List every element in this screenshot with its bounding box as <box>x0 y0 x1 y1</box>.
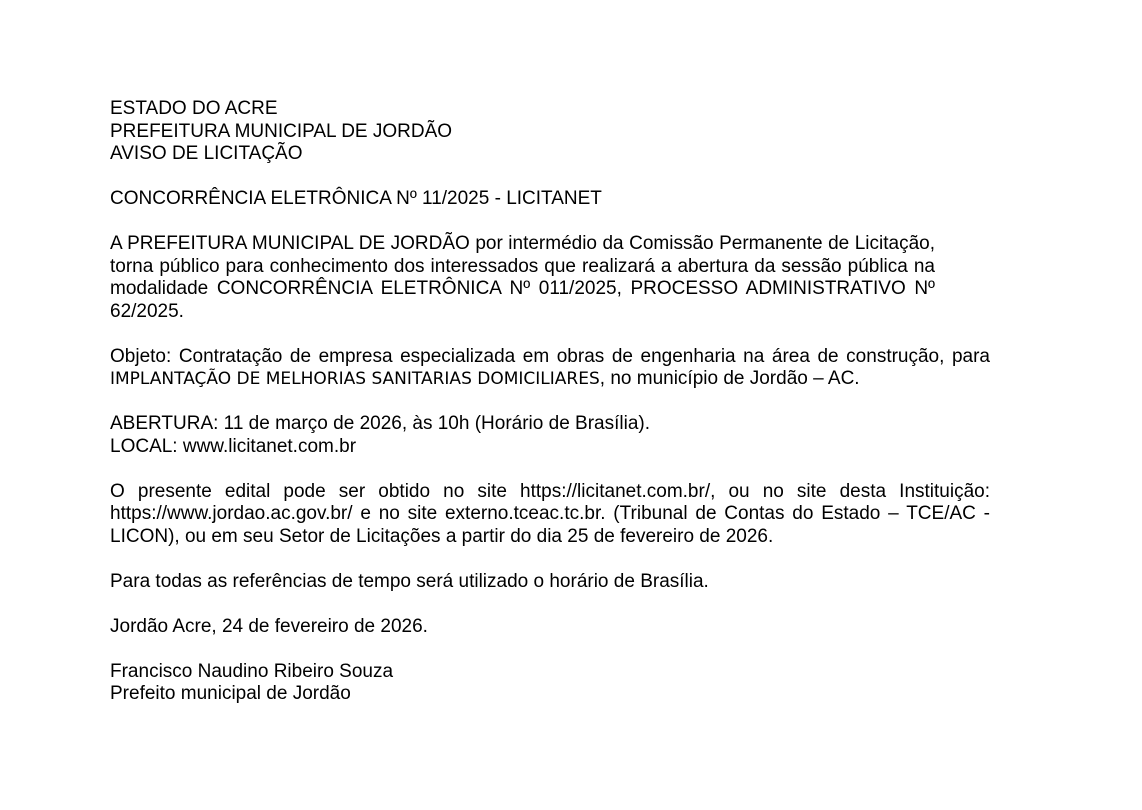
document-title: CONCORRÊNCIA ELETRÔNICA Nº 11/2025 - LICITANET <box>110 188 602 209</box>
place-and-date: Jordão Acre, 24 de fevereiro de 2026. <box>110 615 428 637</box>
header-state: ESTADO DO ACRE <box>110 98 278 119</box>
time-reference-note: Para todas as referências de tempo será utilizado o horário de Brasília. <box>110 570 709 592</box>
objeto-highlight: IMPLANTAÇÃO DE MELHORIAS SANITARIAS DOMICILIARES <box>110 369 600 389</box>
spacer <box>110 166 990 189</box>
header-municipality: PREFEITURA MUNICIPAL DE JORDÃO <box>110 120 453 142</box>
header-notice-type: AVISO DE LICITAÇÃO <box>110 143 303 164</box>
edital-paragraph: O presente edital pode ser obtido no site https://licitanet.com.br/, ou no site desta Instituição: https://www.jordao.ac.gov.br/ e no site externo.tceac.tc.br. (Tribunal de Contas do Estado – TCE/AC - LICON), ou em seu Setor de Licitações a partir do dia 25 de fevereiro de 2026. <box>110 480 990 547</box>
spacer <box>110 593 990 616</box>
spacer <box>110 458 990 481</box>
spacer <box>110 638 990 661</box>
signer-name: Francisco Naudino Ribeiro Souza <box>110 660 394 682</box>
signer-title: Prefeito municipal de Jordão <box>110 683 351 704</box>
spacer <box>110 211 990 234</box>
spacer <box>110 548 990 571</box>
objeto-prefix: Objeto: Contratação de empresa especializada em obras de engenharia na área de construção, para <box>110 345 990 367</box>
spacer <box>110 323 990 346</box>
objeto-suffix: , no município de Jordão – AC. <box>599 368 860 389</box>
intro-paragraph: A PREFEITURA MUNICIPAL DE JORDÃO por intermédio da Comissão Permanente de Licitação, torna público para conhecimento dos interessados que realizará a abertura da sessão pública na modalidade CONCORRÊNCIA ELETRÔNICA Nº 011/2025, PROCESSO ADMINISTRATIVO Nº 62/2025. <box>110 233 935 322</box>
spacer <box>110 391 990 414</box>
objeto-paragraph <box>110 346 990 391</box>
document-body <box>110 98 990 706</box>
abertura-line: ABERTURA: 11 de março de 2026, às 10h (Horário de Brasília). <box>110 413 650 434</box>
local-line: LOCAL: www.licitanet.com.br <box>110 435 357 457</box>
